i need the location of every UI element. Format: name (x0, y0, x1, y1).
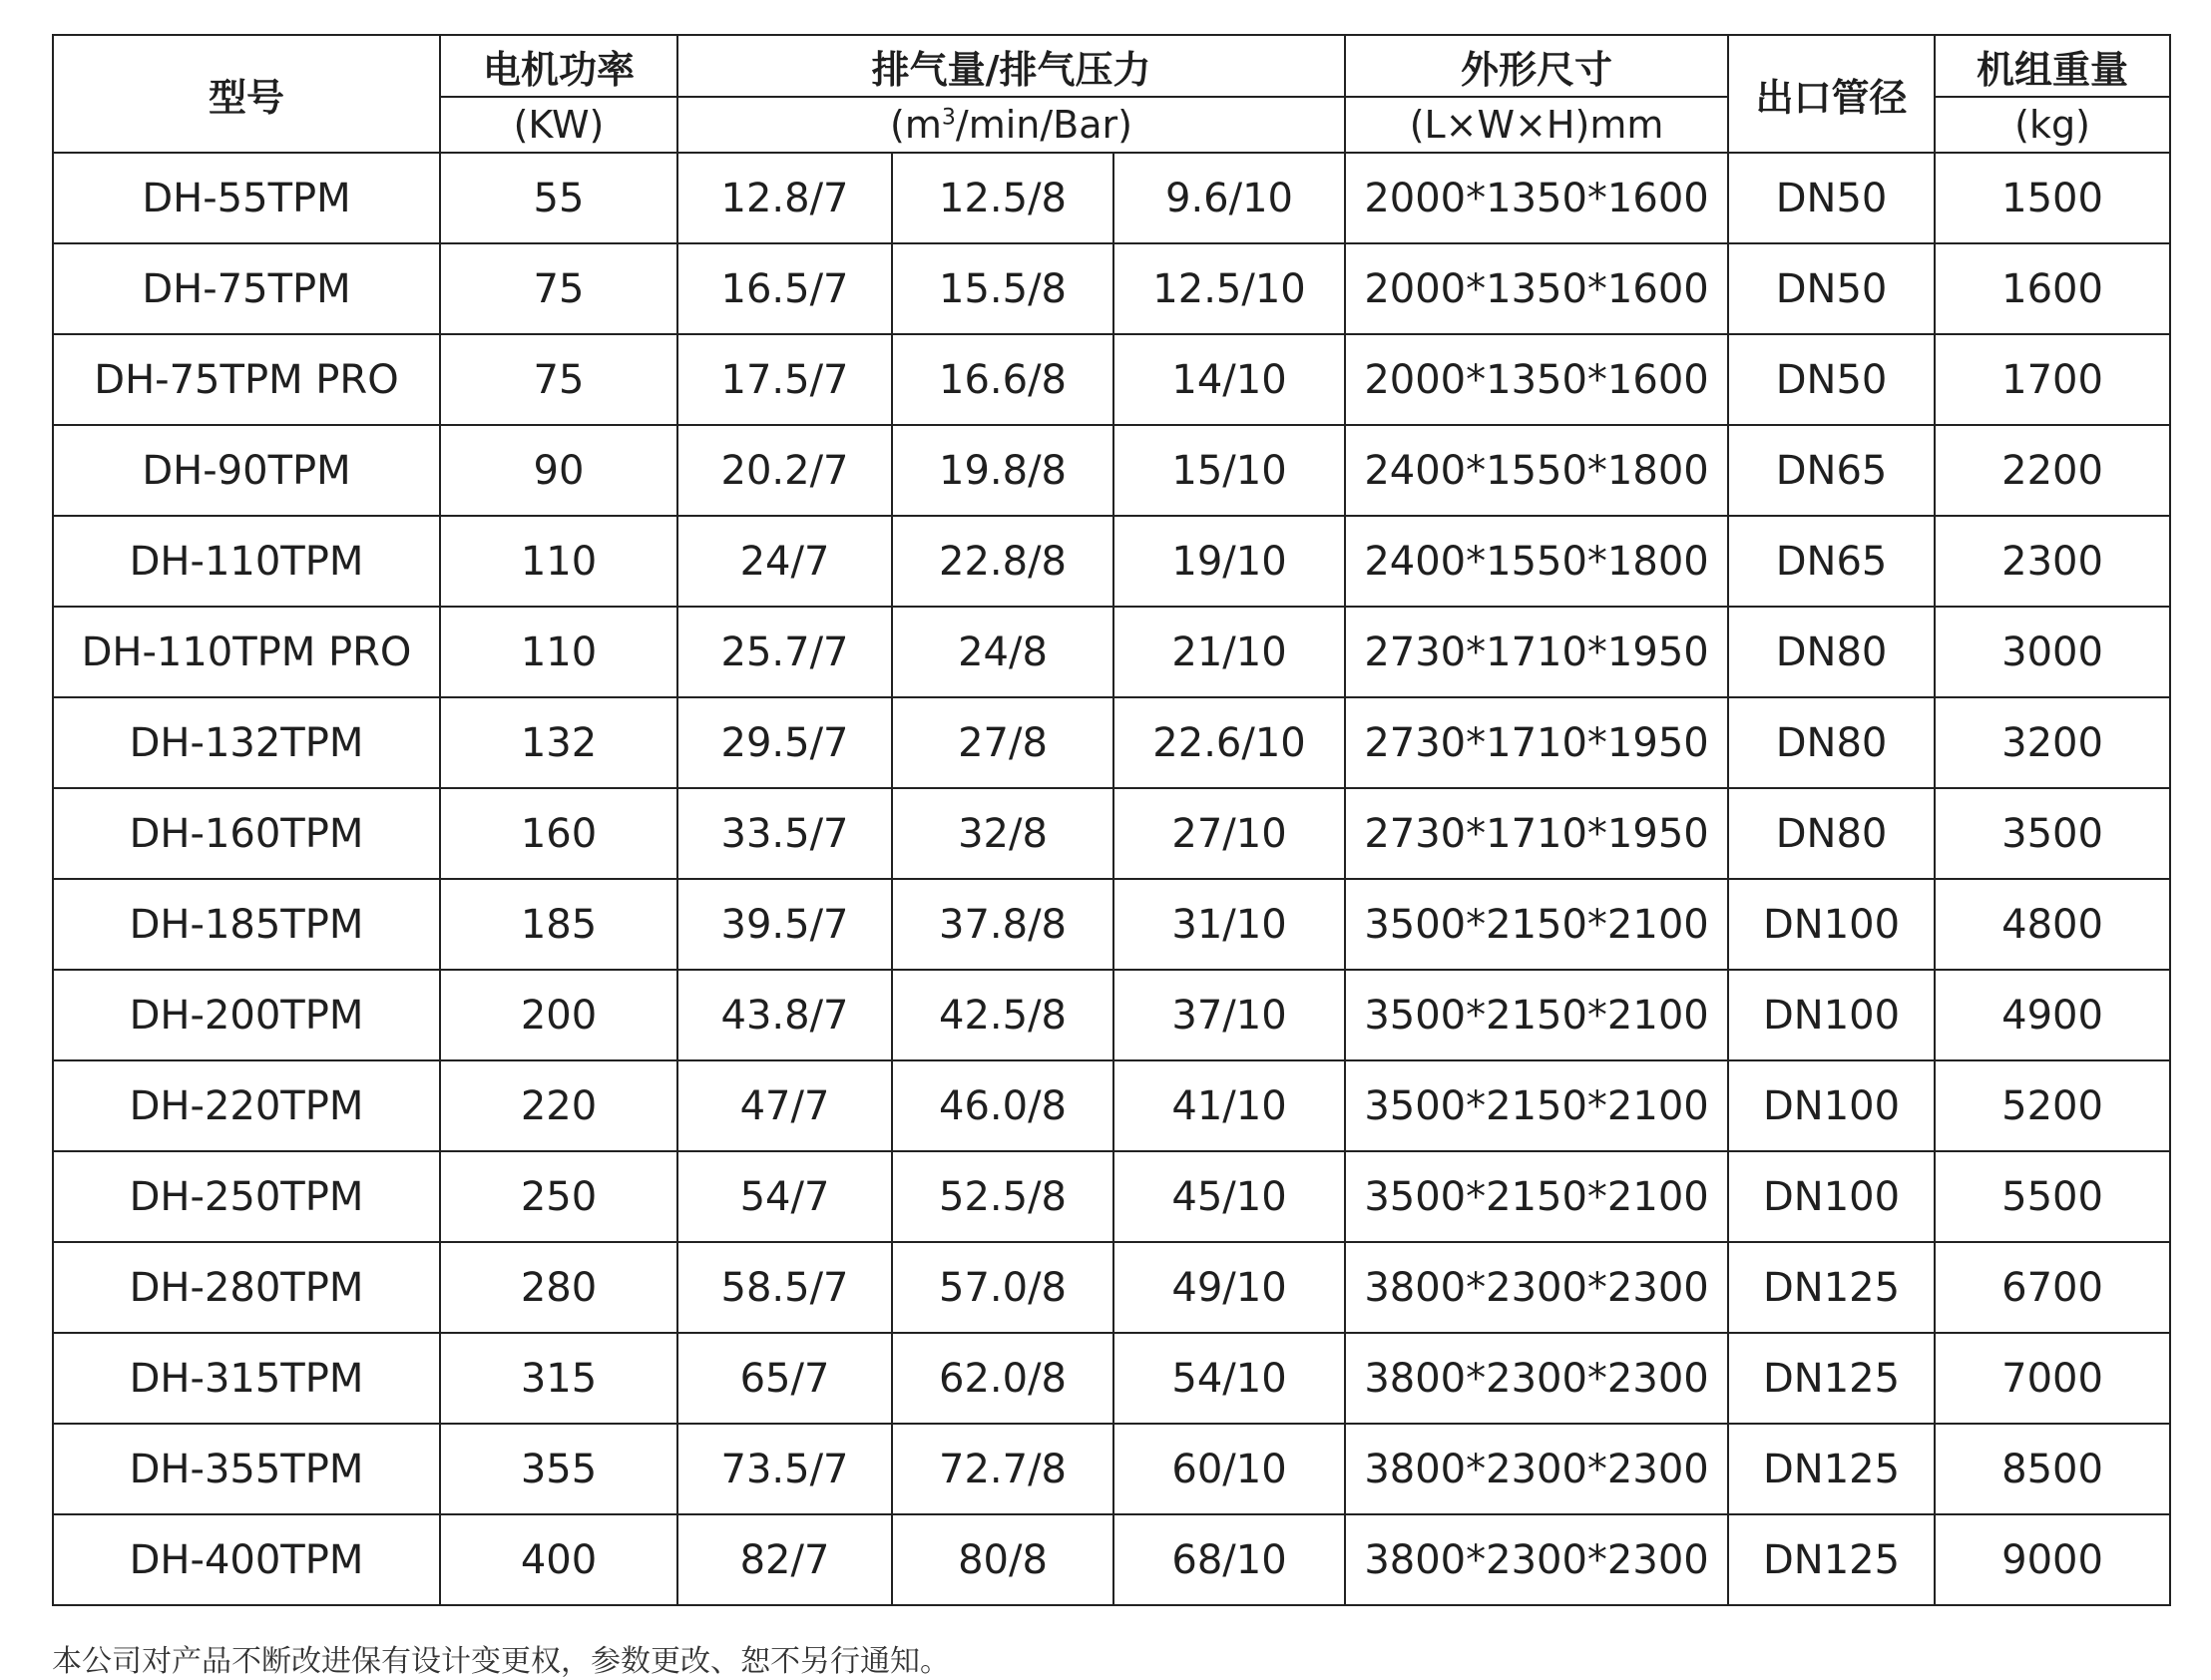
cell-outlet: DN50 (1728, 243, 1935, 334)
footnote: 本公司对产品不断改进保有设计变更权，参数更改、恕不另行通知。 (52, 1644, 950, 1679)
cell-weight: 5500 (1935, 1151, 2170, 1242)
cell-model: DH-400TPM (53, 1514, 440, 1605)
header-weight-unit: (kg) (1935, 97, 2170, 153)
cell-dims: 2000*1350*1600 (1345, 153, 1728, 243)
header-weight-title: 机组重量 (1935, 35, 2170, 97)
cell-weight: 1500 (1935, 153, 2170, 243)
header-dims-title: 外形尺寸 (1345, 35, 1728, 97)
cell-outlet: DN50 (1728, 334, 1935, 425)
cell-air-7bar: 43.8/7 (677, 970, 892, 1060)
cell-weight: 2300 (1935, 516, 2170, 607)
cell-weight: 3500 (1935, 788, 2170, 879)
cell-power: 200 (440, 970, 677, 1060)
cell-model: DH-220TPM (53, 1060, 440, 1151)
cell-air-7bar: 20.2/7 (677, 425, 892, 516)
cell-air-8bar: 15.5/8 (892, 243, 1113, 334)
table-row (53, 879, 2170, 970)
cell-air-10bar: 54/10 (1113, 1333, 1345, 1424)
air-unit-pre: (m (890, 103, 942, 147)
cell-air-10bar: 49/10 (1113, 1242, 1345, 1333)
cell-power: 160 (440, 788, 677, 879)
cell-dims: 3800*2300*2300 (1345, 1333, 1728, 1424)
cell-model: DH-75TPM (53, 243, 440, 334)
cell-weight: 9000 (1935, 1514, 2170, 1605)
header-power-unit: (KW) (440, 97, 677, 153)
cell-power: 355 (440, 1424, 677, 1514)
cell-dims: 3500*2150*2100 (1345, 1151, 1728, 1242)
cell-outlet: DN50 (1728, 153, 1935, 243)
cell-air-10bar: 22.6/10 (1113, 697, 1345, 788)
cell-model: DH-185TPM (53, 879, 440, 970)
cell-air-7bar: 73.5/7 (677, 1424, 892, 1514)
cell-air-7bar: 16.5/7 (677, 243, 892, 334)
table-row (53, 1060, 2170, 1151)
cell-dims: 2730*1710*1950 (1345, 697, 1728, 788)
cell-air-7bar: 54/7 (677, 1151, 892, 1242)
cell-weight: 3000 (1935, 607, 2170, 697)
cell-air-7bar: 47/7 (677, 1060, 892, 1151)
cell-model: DH-280TPM (53, 1242, 440, 1333)
cell-outlet: DN100 (1728, 970, 1935, 1060)
cell-outlet: DN100 (1728, 879, 1935, 970)
air-unit-post: /min/Bar) (955, 103, 1132, 147)
table-row (53, 1151, 2170, 1242)
header-air-title: 排气量/排气压力 (677, 35, 1345, 97)
cell-air-10bar: 60/10 (1113, 1424, 1345, 1514)
cell-air-7bar: 25.7/7 (677, 607, 892, 697)
cell-model: DH-55TPM (53, 153, 440, 243)
cell-model: DH-200TPM (53, 970, 440, 1060)
cell-weight: 8500 (1935, 1424, 2170, 1514)
cell-weight: 1600 (1935, 243, 2170, 334)
cell-air-10bar: 27/10 (1113, 788, 1345, 879)
table-row (53, 516, 2170, 607)
cell-air-7bar: 29.5/7 (677, 697, 892, 788)
cell-air-10bar: 41/10 (1113, 1060, 1345, 1151)
cell-air-7bar: 17.5/7 (677, 334, 892, 425)
cell-model: DH-315TPM (53, 1333, 440, 1424)
cell-dims: 2400*1550*1800 (1345, 425, 1728, 516)
header-power-title: 电机功率 (440, 35, 677, 97)
cell-outlet: DN65 (1728, 516, 1935, 607)
table-row (53, 153, 2170, 243)
cell-dims: 3500*2150*2100 (1345, 970, 1728, 1060)
header-row-titles (53, 35, 2170, 97)
cell-dims: 3800*2300*2300 (1345, 1424, 1728, 1514)
cell-outlet: DN100 (1728, 1060, 1935, 1151)
cell-outlet: DN125 (1728, 1333, 1935, 1424)
cell-air-10bar: 15/10 (1113, 425, 1345, 516)
cell-air-10bar: 37/10 (1113, 970, 1345, 1060)
cell-air-10bar: 21/10 (1113, 607, 1345, 697)
cell-air-8bar: 32/8 (892, 788, 1113, 879)
cell-air-8bar: 24/8 (892, 607, 1113, 697)
cell-air-8bar: 12.5/8 (892, 153, 1113, 243)
cell-air-8bar: 80/8 (892, 1514, 1113, 1605)
cell-weight: 4900 (1935, 970, 2170, 1060)
cell-outlet: DN80 (1728, 788, 1935, 879)
cell-dims: 2730*1710*1950 (1345, 607, 1728, 697)
table-row (53, 1514, 2170, 1605)
cell-power: 280 (440, 1242, 677, 1333)
cell-air-8bar: 57.0/8 (892, 1242, 1113, 1333)
cell-power: 110 (440, 607, 677, 697)
cell-air-10bar: 12.5/10 (1113, 243, 1345, 334)
header-dims-unit: (L×W×H)mm (1345, 97, 1728, 153)
header-air-unit (677, 97, 1345, 153)
cell-air-8bar: 52.5/8 (892, 1151, 1113, 1242)
header-model: 型号 (53, 35, 440, 153)
cell-air-7bar: 65/7 (677, 1333, 892, 1424)
spec-table-body (53, 153, 2170, 1605)
cell-power: 315 (440, 1333, 677, 1424)
table-row (53, 334, 2170, 425)
cell-model: DH-250TPM (53, 1151, 440, 1242)
cell-weight: 5200 (1935, 1060, 2170, 1151)
cell-dims: 3800*2300*2300 (1345, 1242, 1728, 1333)
cell-dims: 2000*1350*1600 (1345, 243, 1728, 334)
cell-dims: 2730*1710*1950 (1345, 788, 1728, 879)
table-row (53, 970, 2170, 1060)
cell-weight: 3200 (1935, 697, 2170, 788)
cell-power: 55 (440, 153, 677, 243)
cell-air-10bar: 9.6/10 (1113, 153, 1345, 243)
cell-air-10bar: 19/10 (1113, 516, 1345, 607)
cell-air-7bar: 24/7 (677, 516, 892, 607)
cell-power: 220 (440, 1060, 677, 1151)
cell-air-10bar: 45/10 (1113, 1151, 1345, 1242)
table-row (53, 425, 2170, 516)
cell-air-8bar: 19.8/8 (892, 425, 1113, 516)
cell-outlet: DN125 (1728, 1424, 1935, 1514)
cell-power: 75 (440, 334, 677, 425)
cell-model: DH-160TPM (53, 788, 440, 879)
header-outlet: 出口管径 (1728, 35, 1935, 153)
cell-air-7bar: 82/7 (677, 1514, 892, 1605)
table-row (53, 607, 2170, 697)
table-row (53, 243, 2170, 334)
cell-air-10bar: 68/10 (1113, 1514, 1345, 1605)
cell-outlet: DN125 (1728, 1514, 1935, 1605)
cell-outlet: DN65 (1728, 425, 1935, 516)
air-unit-sup: 3 (941, 105, 956, 131)
cell-weight: 6700 (1935, 1242, 2170, 1333)
cell-model: DH-355TPM (53, 1424, 440, 1514)
cell-dims: 2000*1350*1600 (1345, 334, 1728, 425)
cell-power: 90 (440, 425, 677, 516)
cell-air-7bar: 39.5/7 (677, 879, 892, 970)
cell-air-7bar: 58.5/7 (677, 1242, 892, 1333)
cell-model: DH-132TPM (53, 697, 440, 788)
cell-air-7bar: 12.8/7 (677, 153, 892, 243)
cell-power: 132 (440, 697, 677, 788)
cell-weight: 1700 (1935, 334, 2170, 425)
cell-model: DH-90TPM (53, 425, 440, 516)
cell-air-10bar: 14/10 (1113, 334, 1345, 425)
cell-model: DH-110TPM PRO (53, 607, 440, 697)
cell-weight: 2200 (1935, 425, 2170, 516)
cell-air-8bar: 42.5/8 (892, 970, 1113, 1060)
cell-power: 75 (440, 243, 677, 334)
table-row (53, 788, 2170, 879)
cell-outlet: DN80 (1728, 697, 1935, 788)
cell-air-8bar: 27/8 (892, 697, 1113, 788)
cell-outlet: DN125 (1728, 1242, 1935, 1333)
cell-air-8bar: 22.8/8 (892, 516, 1113, 607)
cell-air-8bar: 46.0/8 (892, 1060, 1113, 1151)
table-row (53, 1333, 2170, 1424)
cell-air-8bar: 37.8/8 (892, 879, 1113, 970)
cell-dims: 3800*2300*2300 (1345, 1514, 1728, 1605)
cell-air-8bar: 62.0/8 (892, 1333, 1113, 1424)
cell-weight: 4800 (1935, 879, 2170, 970)
cell-model: DH-75TPM PRO (53, 334, 440, 425)
table-row (53, 1242, 2170, 1333)
cell-air-8bar: 16.6/8 (892, 334, 1113, 425)
cell-power: 250 (440, 1151, 677, 1242)
cell-power: 185 (440, 879, 677, 970)
cell-power: 400 (440, 1514, 677, 1605)
table-row (53, 1424, 2170, 1514)
cell-air-10bar: 31/10 (1113, 879, 1345, 970)
cell-model: DH-110TPM (53, 516, 440, 607)
cell-outlet: DN80 (1728, 607, 1935, 697)
cell-power: 110 (440, 516, 677, 607)
spec-table (52, 34, 2171, 1606)
cell-dims: 3500*2150*2100 (1345, 879, 1728, 970)
cell-air-8bar: 72.7/8 (892, 1424, 1113, 1514)
cell-outlet: DN100 (1728, 1151, 1935, 1242)
cell-weight: 7000 (1935, 1333, 2170, 1424)
cell-air-7bar: 33.5/7 (677, 788, 892, 879)
cell-dims: 2400*1550*1800 (1345, 516, 1728, 607)
table-row (53, 697, 2170, 788)
cell-dims: 3500*2150*2100 (1345, 1060, 1728, 1151)
